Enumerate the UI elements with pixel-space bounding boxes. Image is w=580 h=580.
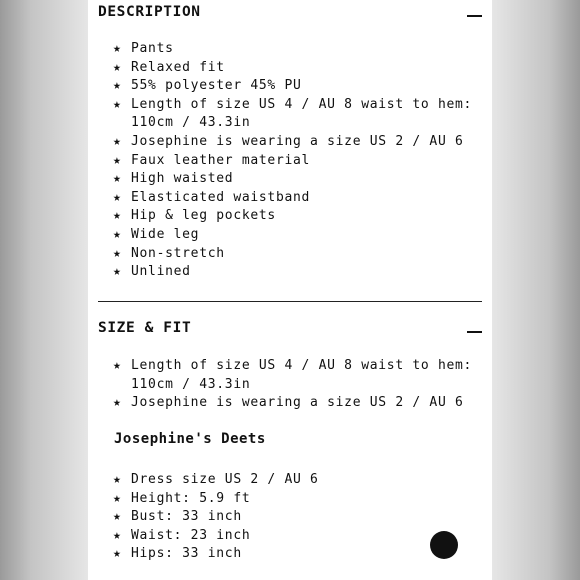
list-item — [113, 96, 473, 133]
star-bullet-icon: ★ — [113, 133, 122, 149]
product-details-panel — [88, 0, 492, 580]
list-item-text — [131, 263, 191, 282]
list-item-line: Bust: 33 inch — [131, 509, 242, 525]
list-item-text — [131, 394, 464, 413]
list-item — [113, 357, 473, 394]
list-item-line: High waisted — [131, 171, 234, 187]
list-item — [113, 471, 473, 490]
star-bullet-icon: ★ — [113, 395, 122, 411]
list-item — [113, 508, 473, 527]
list-item-line: Relaxed fit — [131, 59, 225, 75]
star-bullet-icon: ★ — [113, 264, 122, 280]
list-item-line: Waist: 23 inch — [131, 527, 251, 543]
star-bullet-icon: ★ — [113, 59, 122, 75]
list-item — [113, 152, 473, 171]
star-bullet-icon: ★ — [113, 171, 122, 187]
star-bullet-icon: ★ — [113, 245, 122, 261]
star-bullet-icon: ★ — [113, 96, 122, 112]
star-bullet-icon: ★ — [113, 358, 122, 373]
list-item-text — [131, 133, 464, 152]
star-bullet-icon: ★ — [113, 490, 122, 506]
list-item — [113, 207, 473, 226]
list-item — [113, 59, 473, 78]
size-fit-title: SIZE & FIT — [98, 320, 192, 336]
list-item-text — [131, 189, 310, 208]
list-item — [113, 263, 473, 282]
list-item — [113, 133, 473, 152]
list-item-text — [131, 207, 276, 226]
star-bullet-icon: ★ — [113, 208, 122, 224]
list-item — [113, 170, 473, 189]
list-item — [113, 226, 473, 245]
list-item-text — [131, 545, 242, 564]
size-fit-header[interactable] — [98, 320, 483, 344]
list-item — [113, 189, 473, 208]
chat-bubble-icon[interactable] — [430, 531, 458, 559]
list-item-line: Dress size US 2 / AU 6 — [131, 472, 319, 487]
list-item-text — [131, 170, 233, 189]
list-item-text — [131, 471, 319, 490]
minus-icon[interactable] — [467, 5, 483, 21]
description-title: DESCRIPTION — [98, 4, 201, 20]
list-item — [113, 40, 473, 59]
list-item-text — [131, 226, 199, 245]
list-item-line: 110cm / 43.3in — [131, 115, 251, 131]
list-item-text — [131, 152, 310, 171]
list-item-line: Length of size US 4 / AU 8 waist to hem: — [131, 96, 473, 112]
star-bullet-icon: ★ — [113, 472, 122, 487]
star-bullet-icon: ★ — [113, 152, 122, 168]
list-item-line: Josephine is wearing a size US 2 / AU 6 — [131, 133, 464, 149]
star-bullet-icon: ★ — [113, 527, 122, 543]
description-header[interactable] — [98, 4, 483, 28]
left-gray-margin — [0, 0, 88, 580]
list-item-text — [131, 77, 302, 96]
list-item-text — [131, 357, 472, 394]
list-item — [113, 527, 473, 546]
star-bullet-icon: ★ — [113, 226, 122, 242]
minus-icon[interactable] — [467, 321, 483, 337]
star-bullet-icon: ★ — [113, 546, 122, 562]
list-item-line: Josephine is wearing a size US 2 / AU 6 — [131, 395, 464, 411]
star-bullet-icon: ★ — [113, 509, 122, 525]
deets-list — [113, 471, 473, 564]
list-item-line: Pants — [131, 41, 174, 56]
list-item-line: Elasticated waistband — [131, 189, 311, 205]
description-list — [113, 40, 473, 282]
list-item-line: 110cm / 43.3in — [131, 376, 251, 392]
list-item — [113, 545, 473, 564]
list-item-text — [131, 40, 174, 59]
list-item-text — [131, 96, 472, 133]
list-item-text — [131, 527, 250, 546]
section-divider — [98, 301, 482, 302]
list-item-line: Non-stretch — [131, 245, 225, 261]
list-item-line: Hips: 33 inch — [131, 546, 242, 562]
list-item-line: Faux leather material — [131, 152, 311, 168]
star-bullet-icon: ★ — [113, 41, 122, 56]
list-item-text — [131, 59, 225, 78]
deets-heading: Josephine's Deets — [114, 431, 266, 447]
size-fit-list — [113, 357, 473, 413]
list-item — [113, 245, 473, 264]
list-item-text — [131, 245, 225, 264]
list-item — [113, 490, 473, 509]
list-item-line: Height: 5.9 ft — [131, 490, 251, 506]
list-item-line: Unlined — [131, 264, 191, 280]
right-gray-margin — [492, 0, 580, 580]
list-item-line: Wide leg — [131, 226, 200, 242]
list-item-line: Length of size US 4 / AU 8 waist to hem: — [131, 358, 473, 373]
list-item-text — [131, 490, 250, 509]
star-bullet-icon: ★ — [113, 189, 122, 205]
list-item — [113, 77, 473, 96]
list-item-line: 55% polyester 45% PU — [131, 78, 302, 94]
star-bullet-icon: ★ — [113, 78, 122, 94]
list-item — [113, 394, 473, 413]
list-item-line: Hip & leg pockets — [131, 208, 276, 224]
list-item-text — [131, 508, 242, 527]
